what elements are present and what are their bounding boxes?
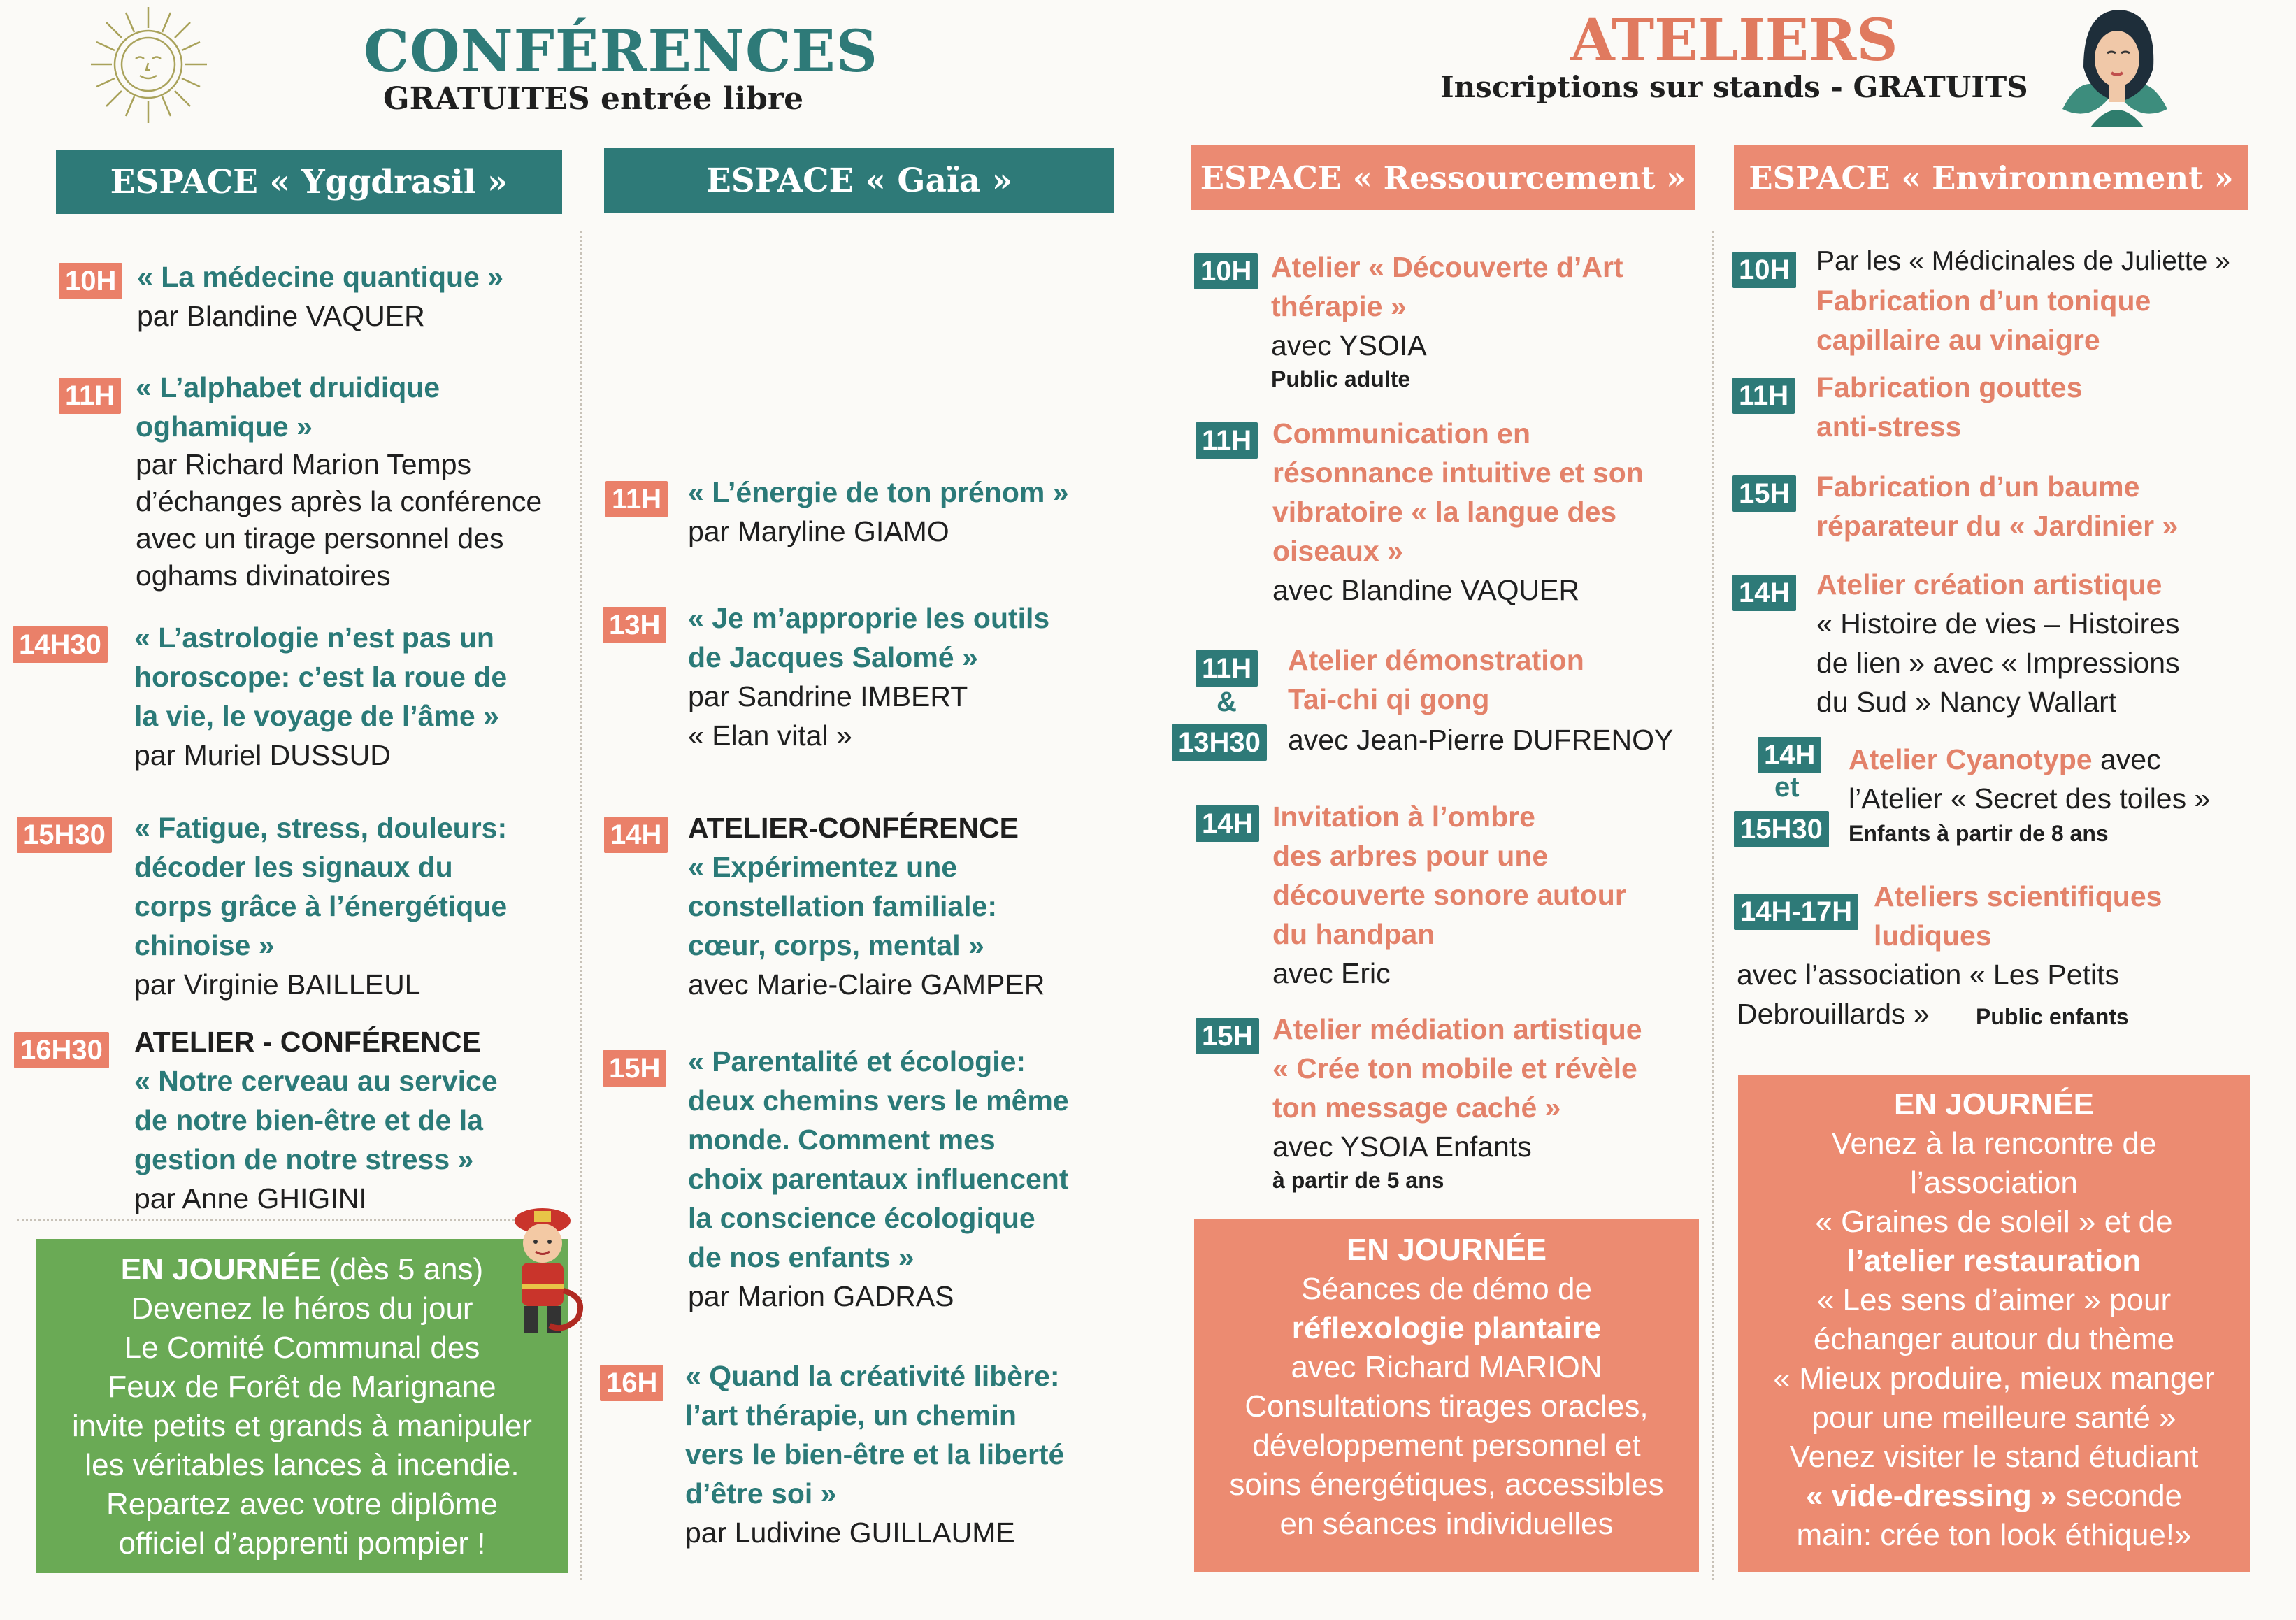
sun-illustration [70,0,231,133]
en-journee-environnement-box [1738,1075,2250,1572]
time-connector: & [1217,687,1237,717]
event-title: « Notre cerveau au service de notre bien-être et de la gestion de notre stress » [134,1065,498,1175]
event-title: Communication en résonnance intuitive et son vibratoire « la langue des oiseaux » [1272,417,1644,567]
event-title: « Quand la créativité libère: l’art thérapie, un chemin vers le bien-être et la liberté d’être soi » [685,1360,1065,1510]
time-badge: 11H [605,481,668,517]
ateliers-subtitle: Inscriptions sur stands - GRATUITS [1440,70,2028,104]
ateliers-title: ATELIERS [1570,7,1898,74]
box-text: Devenez le héros du jour Le Comité Communal des Feux de Forêt de Marignane invite petits et grands à manipuler les véritables lances à incendie. Repartez avec votre diplôme officiel d’apprenti pompier ! [72,1291,532,1561]
event-title: Fabrication gouttes anti-stress [1816,371,2083,443]
event-environnement-6 [1874,877,2265,955]
event-speaker: avec Eric [1272,957,1391,989]
section-divider [17,1219,569,1221]
header-espace-yggdrasil: ESPACE « Yggdrasil » [56,150,562,214]
event-title: Atelier Cyanotype [1849,743,2093,775]
event-speaker: par Richard Marion Temps d’échanges après la conférence avec un tirage personnel des oghams divinatoires [136,448,543,592]
box-text-row [1738,1477,2250,1555]
event-speaker: par Sandrine IMBERT « Elan vital » [688,680,968,752]
event-organizer: Par les « Médicinales de Juliette » [1816,246,2230,276]
conferences-title: CONFÉRENCES [364,18,878,85]
event-yggdrasil-3 [134,618,582,775]
box-title: EN JOURNÉE [1893,1087,2095,1121]
box-text: Venez à la rencontre de l’association « Graines de soleil » et de [1815,1126,2173,1239]
event-gaia-5 [685,1356,1133,1552]
en-journee-reflexologie-box [1194,1219,1699,1572]
event-title: « Fatigue, stress, douleurs: décoder les signaux du corps grâce à l’énergétique chinoise » [134,812,508,961]
event-gaia-2 [688,598,1135,755]
event-speaker: par Virginie BAILLEUL [134,968,421,1001]
event-ressourcement-2 [1272,414,1706,610]
event-speaker: avec YSOIA Enfants [1272,1131,1532,1163]
event-note [1849,819,2268,847]
event-environnement-1 [1816,242,2264,359]
event-gaia-1 [688,473,1135,551]
time-badge: 11H [59,378,121,414]
event-title: Fabrication d’un baume réparateur du « Jardinier » [1816,471,2179,542]
column-divider [1712,231,1714,1580]
event-note [1976,1003,2214,1031]
event-environnement-5 [1849,740,2268,818]
time-badge: 10H [59,263,122,299]
event-gaia-4 [688,1042,1135,1316]
time-badge: 14H [1196,805,1259,842]
event-title: « La médecine quantique » [137,261,504,293]
time-badge: 11H [1196,650,1258,687]
event-speaker: par Ludivine GUILLAUME [685,1517,1015,1549]
event-title: Atelier « Découverte d’Art thérapie » [1271,251,1623,322]
time-badge: 14H-17H [1734,894,1858,930]
box-bold: l’atelier restauration [1846,1244,2141,1278]
time-badge: 16H30 [14,1032,109,1068]
event-title: Atelier démonstration Tai-chi qi gong [1288,644,1584,715]
event-yggdrasil-5 [134,1022,582,1218]
event-title-row [1849,740,2268,779]
event-title: Invitation à l’ombre des arbres pour une découverte sonore autour du handpan [1272,801,1626,950]
en-journee-pompier-box [36,1239,568,1573]
time-badge: 15H [1732,475,1796,512]
event-kind: ATELIER - CONFÉRENCE [134,1026,481,1058]
time-badge: 15H [1196,1018,1259,1054]
time-badge: 15H30 [17,817,112,853]
time-connector: et [1774,772,1800,803]
event-yggdrasil-4 [134,808,582,1004]
time-badge: 16H [600,1365,663,1401]
time-badge: 14H30 [13,626,108,663]
header-espace-ressourcement: ESPACE « Ressourcement » [1191,145,1695,210]
event-speaker: avec YSOIA [1271,329,1427,361]
event-speaker: par Marion GADRAS [688,1280,954,1312]
time-badge: 14H [1758,737,1821,773]
event-kind: ATELIER-CONFÉRENCE [688,812,1019,844]
event-note: à partir de 5 ans [1272,1168,1444,1193]
time-badge: 15H30 [1734,811,1829,847]
event-speaker: par Muriel DUSSUD [134,739,391,771]
time-badge: 10H [1732,252,1796,288]
event-note-text: Public enfants [1976,1004,2129,1029]
event-speaker: avec Jean-Pierre DUFRENOY [1288,724,1674,756]
event-title-tail: avec [2092,743,2161,775]
event-title: Ateliers scientifiques ludiques [1874,880,2162,952]
event-speaker: par Anne GHIGINI [134,1182,367,1214]
time-badge: 14H [604,817,668,853]
event-speaker: avec Marie-Claire GAMPER [688,968,1045,1001]
box-title: EN JOURNÉE [1346,1233,1547,1267]
event-environnement-2 [1816,368,2264,446]
event-title: « L’alphabet druidique oghamique » [136,371,440,443]
header-espace-environnement: ESPACE « Environnement » [1734,145,2248,210]
event-speaker: par Maryline GIAMO [688,515,949,547]
event-yggdrasil-2 [136,368,583,594]
event-title: « L’énergie de ton prénom » [688,476,1069,508]
conferences-subtitle: GRATUITES entrée libre [383,81,804,117]
event-organizer-text: avec l’association « Les Petits Debrouillards » [1737,959,2119,1030]
box-bold: réflexologie plantaire [1291,1311,1602,1345]
box-bold: « vide-dressing » [1805,1479,2058,1513]
header-espace-gaia: ESPACE « Gaïa » [604,148,1114,213]
event-ressourcement-4 [1272,797,1706,993]
box-title-suffix: (dès 5 ans) [320,1252,484,1286]
event-title: « Parentalité et écologie: deux chemins vers le même monde. Comment mes choix parentaux influencent la conscience écologique de nos enfants » [688,1045,1069,1273]
event-title: Atelier médiation artistique « Crée ton mobile et révèle ton message caché » [1272,1013,1642,1124]
time-badge: 10H [1194,253,1258,289]
event-organizer: l’Atelier « Secret des toiles » [1849,782,2211,815]
event-ressourcement-1 [1271,248,1705,393]
box-text: « Les sens d’aimer » pour échanger autour du thème « Mieux produire, mieux manger pour une meilleure santé » Venez visiter le stand étudiant [1773,1283,2215,1474]
event-ressourcement-5 [1272,1010,1706,1194]
event-title: « L’astrologie n’est pas un horoscope: c’est la roue de la vie, le voyage de l’âme » [134,622,508,732]
time-badge: 11H [1196,422,1258,459]
time-badge: 13H30 [1172,724,1267,761]
event-title: Fabrication d’un tonique capillaire au vinaigre [1816,285,2151,356]
event-title: « Expérimentez une constellation familiale: cœur, corps, mental » [688,851,997,961]
box-text: avec Richard MARION Consultations tirages oracles, développement personnel et soins énergétiques, accessibles en séances individuelles [1229,1350,1664,1541]
event-environnement-4 [1816,565,2264,722]
event-yggdrasil-1 [137,257,571,336]
event-title: « Je m’approprie les outils de Jacques Salomé » [688,602,1050,673]
firefighter-illustration [494,1207,589,1340]
event-speaker: par Blandine VAQUER [137,300,425,332]
event-note: Public adulte [1271,366,1411,392]
event-speaker: avec Blandine VAQUER [1272,574,1580,606]
box-title-row [36,1250,568,1289]
event-description: « Histoire de vies – Histoires de lien » avec « Impressions du Sud » Nancy Wallart [1816,608,2180,718]
time-badge: 14H [1732,575,1796,611]
event-gaia-3 [688,808,1135,1004]
time-badge: 15H [603,1050,666,1087]
box-text: seconde main: crée ton look éthique!» [1796,1479,2192,1552]
event-note-text: Enfants à partir de 8 ans [1849,821,2109,846]
event-title: Atelier création artistique [1816,568,2162,601]
box-line: Séances de démo de [1301,1272,1592,1306]
time-badge: 11H [1732,378,1795,414]
event-environnement-3 [1816,467,2264,545]
box-title: EN JOURNÉE [120,1252,321,1286]
time-badge: 13H [603,607,666,643]
event-ressourcement-3 [1288,640,1707,719]
woman-illustration [2049,4,2181,127]
